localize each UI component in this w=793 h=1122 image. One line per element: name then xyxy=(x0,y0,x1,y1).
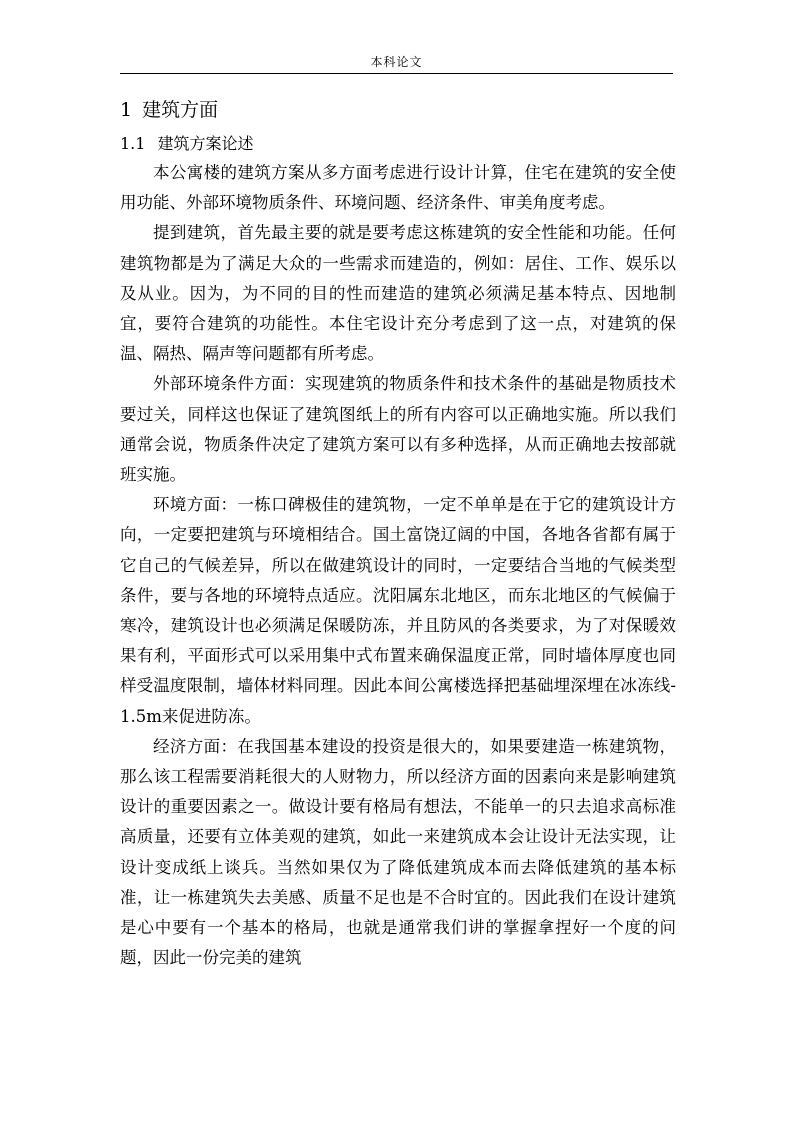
header-divider xyxy=(120,73,673,74)
paragraph-economy: 经济方面：在我国基本建设的投资是很大的，如果要建造一栋建筑物，那么该工程需要消耗很大的人财物力，所以经济方面的因素向来是影响建筑设计的重要因素之一。做设计要有格局有想法，不能单一的只去追求高标准高质量，还要有立体美观的建筑，如此一来建筑成本会让设计无法实现，让设计变成纸上谈兵。当然如果仅为了降低建筑成本而去降低建筑的基本标准，让一栋建筑失去美感、质量不足也是不合时宜的。因此我们在设计建筑是心中要有一个基本的格局，也就是通常我们讲的掌握拿捏好一个度的问题，因此一份完美的建筑 xyxy=(120,736,676,968)
subsection-title: 建筑方案论述 xyxy=(157,134,254,153)
page-body xyxy=(120,97,676,973)
subsection-number: 1.1 xyxy=(120,134,146,153)
paragraph-external-conditions: 外部环境条件方面：实现建筑的物质条件和技术条件的基础是物质技术要过关，同样这也保证了建筑图纸上的所有内容可以正确地实施。所以我们通常会说，物质条件决定了建筑方案可以有多种选择，从而正确地去按部就班实施。 xyxy=(120,374,676,485)
page-header: 本科论文 xyxy=(370,55,423,69)
section-number: 1 xyxy=(120,99,133,121)
subsection-heading xyxy=(120,130,676,157)
section-heading xyxy=(120,97,676,124)
paragraph-safety-function: 提到建筑，首先最主要的就是要考虑这栋建筑的安全性能和功能。任何建筑物都是为了满足大众的一些需求而建造的，例如：居住、工作、娱乐以及从业。因为，为不同的目的性而建造的建筑必须满足基本特点、因地制宜，要符合建筑的功能性。本住宅设计充分考虑到了这一点，对建筑的保温、隔热、隔声等问题都有所考虑。 xyxy=(120,223,676,364)
paragraph-environment: 环境方面：一栋口碑极佳的建筑物，一定不单单是在于它的建筑设计方向，一定要把建筑与环境相结合。国土富饶辽阔的中国，各地各省都有属于它自己的气候差异，所以在做建筑设计的同时，一定要结合当地的气候类型条件，要与各地的环境特点适应。沈阳属东北地区，而东北地区的气候偏于寒冷，建筑设计也必须满足保暖防冻，并且防风的各类要求，为了对保暖效果有利，平面形式可以采用集中式布置来确保温度正常，同时墙体厚度也同样受温度限制，墙体材料同理。因此本间公寓楼选择把基础埋深埋在冰冻线-1.5m来促进防冻。 xyxy=(120,495,676,726)
section-title: 建筑方面 xyxy=(142,99,219,121)
paragraph-intro: 本公寓楼的建筑方案从多方面考虑进行设计计算，住宅在建筑的安全使用功能、外部环境物质条件、环境问题、经济条件、审美角度考虑。 xyxy=(120,163,676,213)
